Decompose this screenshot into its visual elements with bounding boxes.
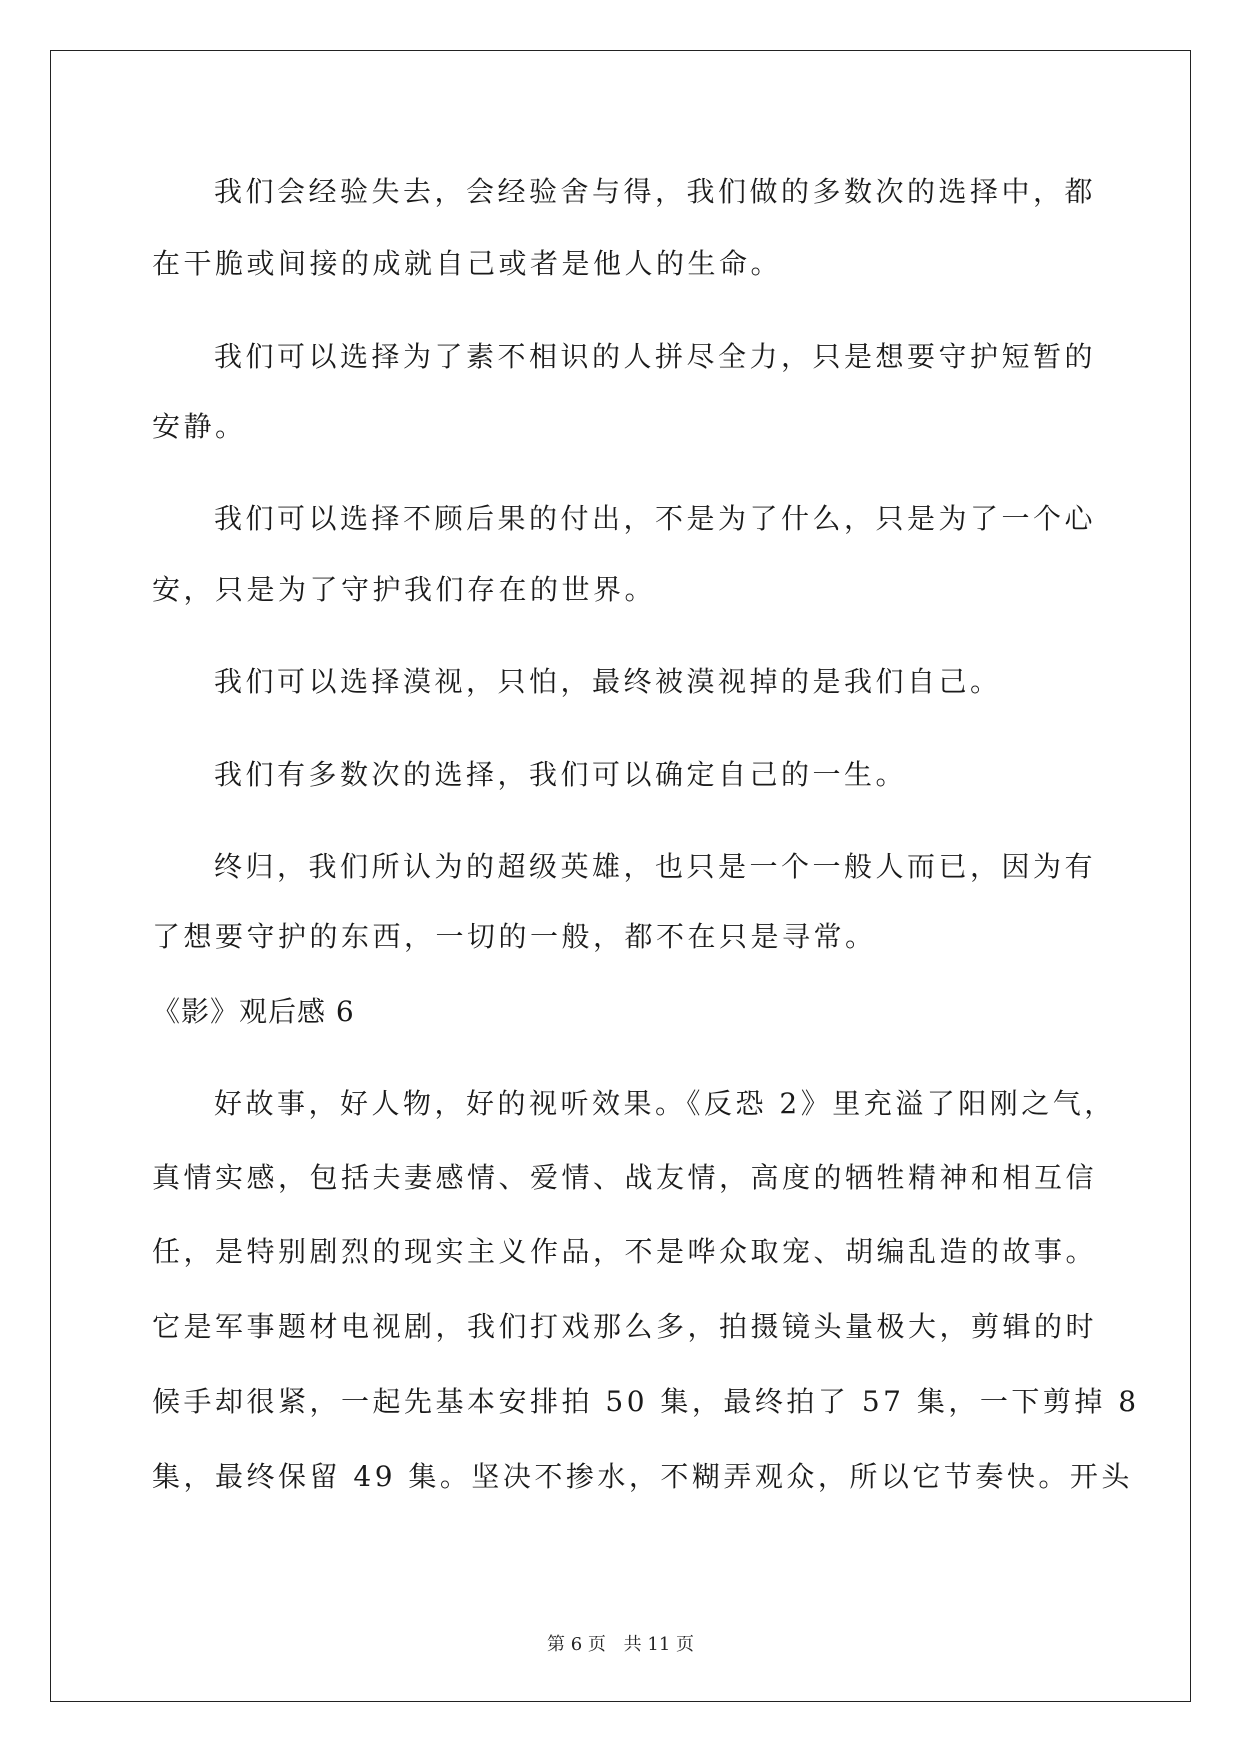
body-line: 了想要守护的东西，一切的一般，都不在只是寻常。: [152, 920, 877, 953]
body-line: 候手却很紧，一起先基本安排拍 50 集，最终拍了 57 集，一下剪掉 8: [152, 1385, 1140, 1418]
page-total: 共 11 页: [623, 1634, 694, 1655]
body-line: 真情实感，包括夫妻感情、爱情、战友情，高度的牺牲精神和相互信: [152, 1161, 1098, 1194]
body-line: 我们可以选择为了素不相识的人拼尽全力，只是想要守护短暂的: [214, 340, 1097, 373]
body-line: 我们可以选择漠视，只怕，最终被漠视掉的是我们自己。: [214, 665, 1002, 698]
body-line: 终归，我们所认为的超级英雄，也只是一个一般人而已，因为有: [214, 850, 1097, 883]
body-line: 好故事，好人物，好的视听效果。《反恐 2》里充溢了阳刚之气，: [214, 1087, 1116, 1120]
body-line: 在干脆或间接的成就自己或者是他人的生命。: [152, 247, 783, 280]
body-line: 我们可以选择不顾后果的付出，不是为了什么，只是为了一个心: [214, 502, 1097, 535]
body-line: 安，只是为了守护我们存在的世界。: [152, 573, 657, 606]
body-line: 任，是特别剧烈的现实主义作品，不是哗众取宠、胡编乱造的故事。: [152, 1235, 1098, 1268]
page-number: 第 6 页: [547, 1634, 606, 1655]
body-line: 它是军事题材电视剧，我们打戏那么多，拍摄镜头量极大，剪辑的时: [152, 1310, 1098, 1343]
section-heading: 《影》观后感 6: [152, 995, 355, 1028]
body-line: 我们会经验失去，会经验舍与得，我们做的多数次的选择中，都: [214, 175, 1097, 208]
body-line: 集，最终保留 49 集。坚决不掺水，不糊弄观众，所以它节奏快。开头: [152, 1460, 1133, 1493]
page-footer: [0, 1630, 1241, 1656]
body-line: 安静。: [152, 410, 247, 443]
body-line: 我们有多数次的选择，我们可以确定自己的一生。: [214, 758, 908, 791]
